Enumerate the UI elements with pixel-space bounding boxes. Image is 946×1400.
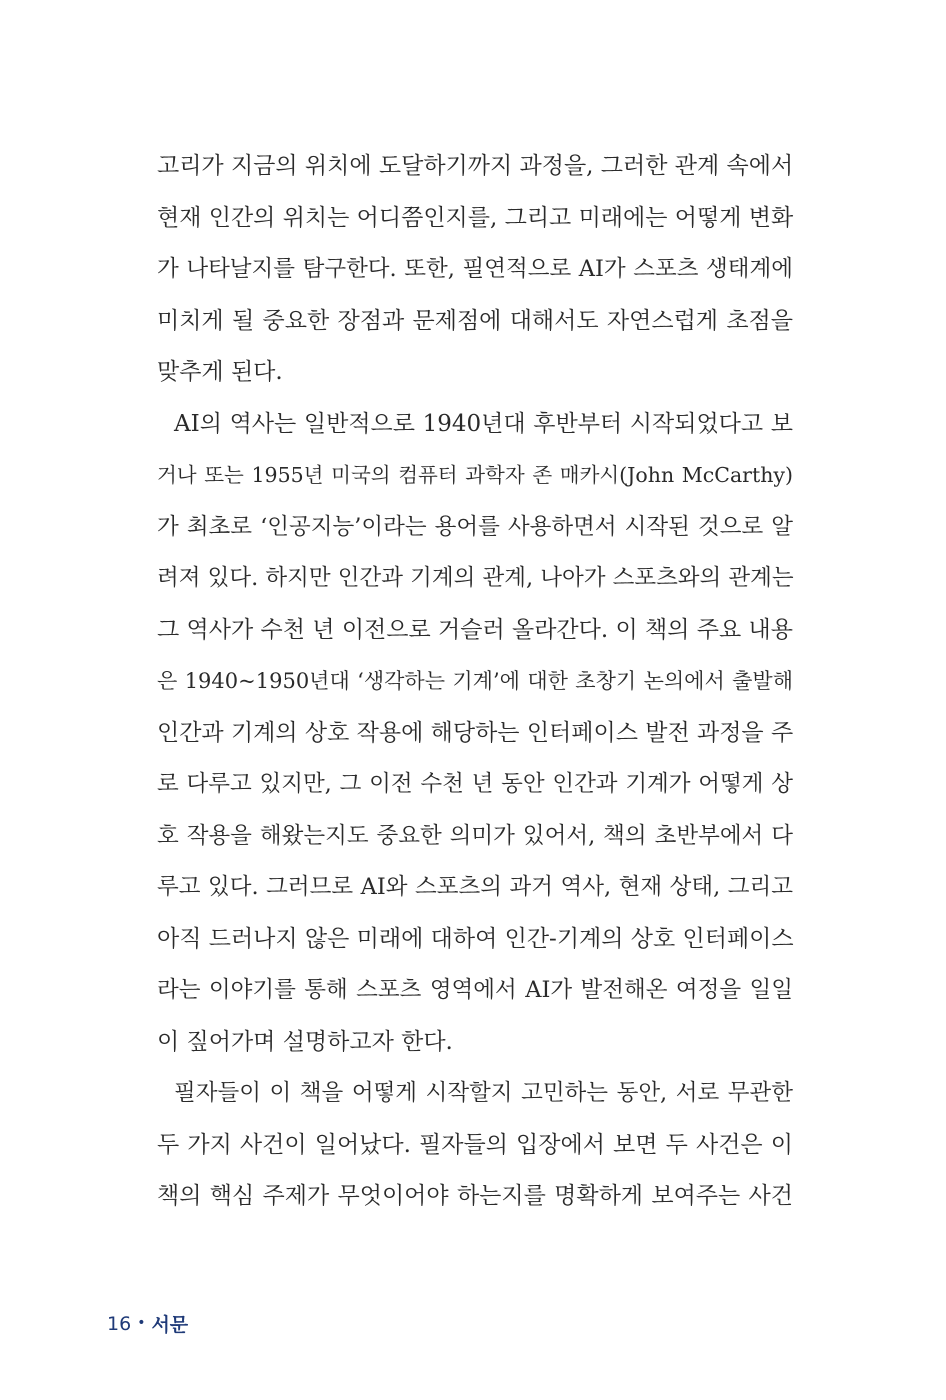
text-line: 맞추게 된다. bbox=[157, 359, 283, 385]
text-line: 미치게 될 중요한 장점과 문제점에 대해서도 자연스럽게 초점을 bbox=[157, 307, 793, 334]
text-line: 책의 핵심 주제가 무엇이어야 하는지를 명확하게 보여주는 사건 bbox=[157, 1183, 793, 1209]
page-footer bbox=[107, 1310, 188, 1337]
text-line: 려져 있다. 하지만 인간과 기계의 관계, 나아가 스포츠와의 관계는 bbox=[157, 565, 794, 591]
text-line: 현재 인간의 위치는 어디쯤인지를, 그리고 미래에는 어떻게 변화 bbox=[157, 204, 794, 231]
text-line: 두 가지 사건이 일어났다. 필자들의 입장에서 보면 두 사건은 이 bbox=[157, 1131, 793, 1158]
text-line: 라는 이야기를 통해 스포츠 영역에서 AI가 발전해온 여정을 일일 bbox=[157, 977, 793, 1003]
text-line: 인간과 기계의 상호 작용에 해당하는 인터페이스 발전 과정을 주 bbox=[157, 719, 794, 746]
text-line: 가 나타날지를 탐구한다. 또한, 필연적으로 AI가 스포츠 생태계에 bbox=[157, 256, 793, 282]
footer-bullet: • bbox=[137, 1314, 146, 1331]
text-line: 필자들이 이 책을 어떻게 시작할지 고민하는 동안, 서로 무관한 bbox=[174, 1080, 793, 1106]
text-line: 거나 또는 1955년 미국의 컴퓨터 과학자 존 매카시(John McCarthy) bbox=[157, 463, 793, 487]
text-line: 고리가 지금의 위치에 도달하기까지 과정을, 그러한 관계 속에서 bbox=[157, 153, 794, 179]
text-line: 루고 있다. 그러므로 AI와 스포츠의 과거 역사, 현재 상태, 그리고 bbox=[157, 874, 793, 900]
section-title: 서문 bbox=[151, 1314, 189, 1336]
text-line: 은 1940~1950년대 ‘생각하는 기계’에 대한 초창기 논의에서 출발해 bbox=[157, 669, 793, 693]
page-number: 16 bbox=[107, 1312, 132, 1335]
text-line: 가 최초로 ‘인공지능’이라는 용어를 사용하면서 시작된 것으로 알 bbox=[157, 513, 793, 540]
text-line: 로 다루고 있지만, 그 이전 수천 년 동안 인간과 기계가 어떻게 상 bbox=[157, 771, 793, 797]
text-line: 호 작용을 해왔는지도 중요한 의미가 있어서, 책의 초반부에서 다 bbox=[157, 822, 793, 849]
text-line: AI의 역사는 일반적으로 1940년대 후반부터 시작되었다고 보 bbox=[174, 410, 793, 437]
text-line: 이 짚어가며 설명하고자 한다. bbox=[157, 1028, 453, 1055]
text-line: 아직 드러나지 않은 미래에 대하여 인간-기계의 상호 인터페이스 bbox=[157, 925, 794, 952]
body-text bbox=[157, 146, 793, 1228]
text-line: 그 역사가 수천 년 이전으로 거슬러 올라간다. 이 책의 주요 내용 bbox=[157, 616, 793, 643]
